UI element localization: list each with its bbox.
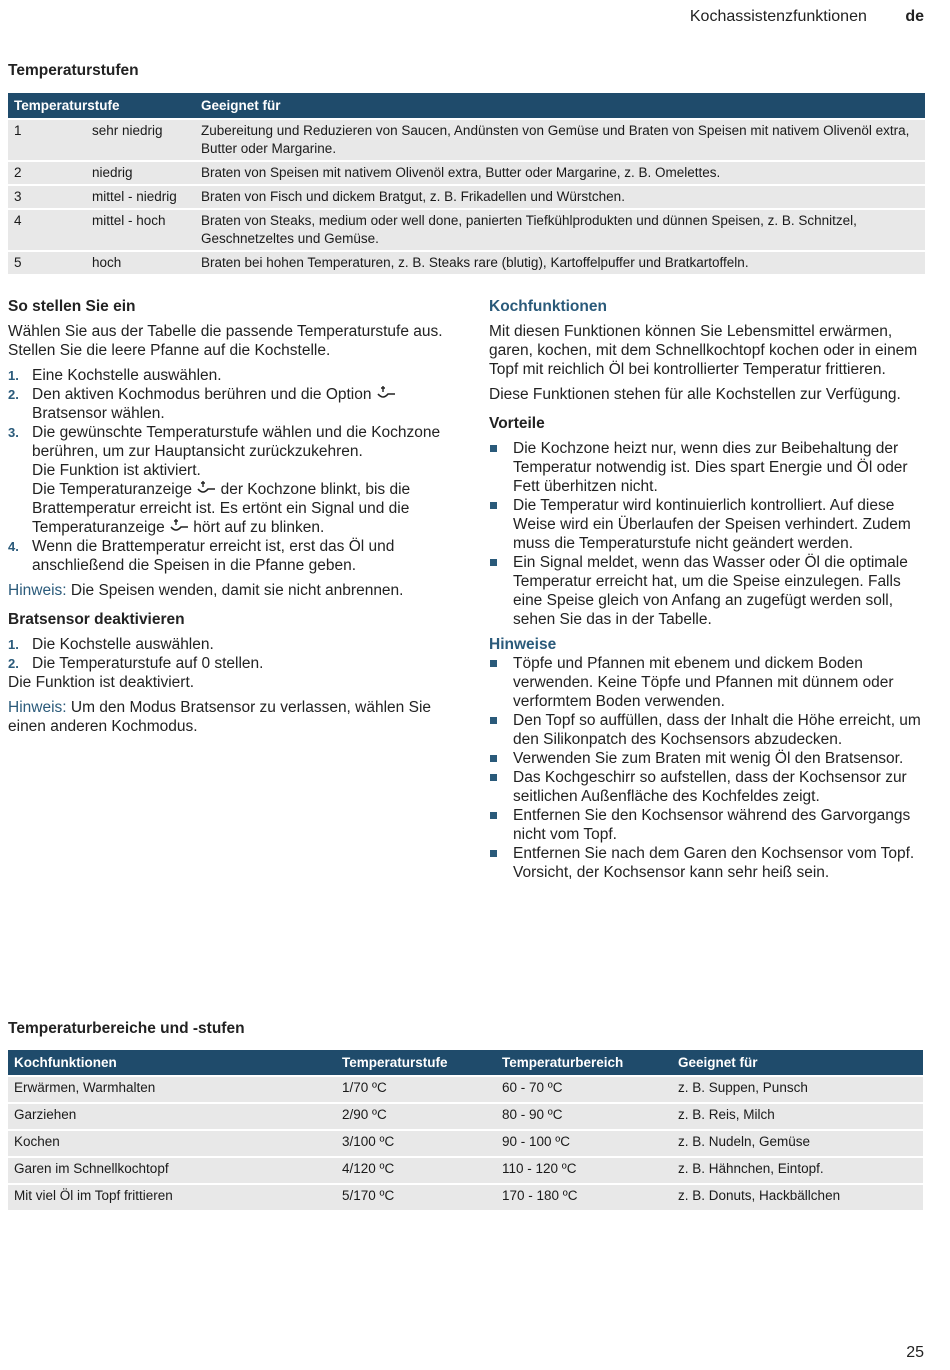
temperature-levels-table [8, 93, 925, 274]
list-item-text: Entfernen Sie nach dem Garen den Kochsensor vom Topf. Vorsicht, der Kochsensor kann sehr heiß sein. [513, 845, 915, 881]
step-text: Wenn die Brattemperatur erreicht ist, erst das Öl und anschließend die Speisen in die Pfanne geben. [32, 538, 395, 574]
table1-body [8, 119, 925, 274]
level-cell: 2 [8, 161, 86, 185]
hints-title: Hinweise [489, 636, 557, 653]
step-number: 2. [8, 656, 19, 671]
table-cell: 4/120 ºC [336, 1157, 496, 1184]
square-bullet-icon [490, 445, 497, 452]
list-item [489, 806, 929, 844]
level-cell: 1 [8, 119, 86, 161]
step-text: Die Temperaturstufe auf 0 stellen. [32, 655, 264, 672]
table-cell: z. B. Suppen, Punsch [672, 1076, 923, 1103]
name-cell: sehr niedrig [86, 119, 195, 161]
table-row [8, 1130, 923, 1157]
left-column [8, 297, 448, 742]
table2-body [8, 1076, 923, 1210]
square-bullet-icon [490, 812, 497, 819]
step-text: Eine Kochstelle auswählen. [32, 367, 222, 384]
table2-head-level: Temperaturstufe [336, 1050, 496, 1076]
table-cell: 5/170 ºC [336, 1184, 496, 1210]
deactivate-steps [8, 635, 448, 673]
use-cell: Braten von Steaks, medium oder well done, panierten Tiefkühlprodukten und dünnen Speisen, z. B. Schnitzel, Geschnetzeltes und Gemüse. [195, 209, 925, 251]
table-row [8, 161, 925, 185]
list-item-text: Verwenden Sie zum Braten mit wenig Öl den Bratsensor. [513, 750, 904, 767]
hints-list [489, 654, 929, 882]
square-bullet-icon [490, 774, 497, 781]
list-item-text: Töpfe und Pfannen mit ebenem und dickem Boden verwenden. Keine Töpfe und Pfannen mit dünnem oder verformtem Boden verwenden. [513, 655, 894, 710]
table-row [8, 209, 925, 251]
table-cell: Garziehen [8, 1103, 336, 1130]
hint-label: Hinweis: [8, 582, 67, 599]
table-cell: 90 - 100 ºC [496, 1130, 672, 1157]
use-cell: Braten von Speisen mit nativem Olivenöl extra, Butter oder Margarine, z. B. Omelettes. [195, 161, 925, 185]
level-cell: 4 [8, 209, 86, 251]
table-cell: z. B. Reis, Milch [672, 1103, 923, 1130]
cooking-functions-p1: Mit diesen Funktionen können Sie Lebensmittel erwärmen, garen, kochen, mit dem Schnellkochtopf kochen oder in einem Topf mit reichlich Öl bei kontrollierter Temperatur frittieren. [489, 323, 918, 378]
table2-head-range: Temperaturbereich [496, 1050, 672, 1076]
cooking-functions-title: Kochfunktionen [489, 298, 607, 315]
use-cell: Braten bei hohen Temperaturen, z. B. Steaks rare (blutig), Kartoffelpuffer und Bratkartoffeln. [195, 251, 925, 274]
deactivate-result: Die Funktion ist deaktiviert. [8, 674, 195, 691]
square-bullet-icon [490, 559, 497, 566]
advantages-list [489, 439, 929, 629]
table-cell: 2/90 ºC [336, 1103, 496, 1130]
table-cell: Garen im Schnellkochtopf [8, 1157, 336, 1184]
table-cell: z. B. Donuts, Hackbällchen [672, 1184, 923, 1210]
temperature-ranges-table [8, 1050, 923, 1210]
step-number: 4. [8, 539, 19, 554]
setup-title: So stellen Sie ein [8, 298, 136, 315]
table-cell: Erwärmen, Warmhalten [8, 1076, 336, 1103]
list-item [489, 439, 929, 496]
table1-head-level: Temperaturstufe [8, 93, 195, 119]
square-bullet-icon [490, 755, 497, 762]
deact-step-1 [8, 635, 448, 654]
table-row [8, 1076, 923, 1103]
table2-head-use: Geeignet für [672, 1050, 923, 1076]
list-item [489, 553, 929, 629]
step-number: 1. [8, 637, 19, 652]
list-item [489, 768, 929, 806]
table1-head-use: Geeignet für [195, 93, 925, 119]
list-item-text: Die Temperatur wird kontinuierlich kontrolliert. Auf diese Weise wird ein Überlaufen der Speisen verhindert. Zudem muss die Temperaturstufe nicht geändert werden. [513, 497, 911, 552]
table-cell: Kochen [8, 1130, 336, 1157]
hint-1 [8, 581, 448, 600]
frying-sensor-icon [376, 385, 396, 401]
list-item-text: Das Kochgeschirr so aufstellen, dass der Kochsensor zur seitlichen Außenfläche des Kochfeldes zeigt. [513, 769, 907, 805]
table-cell: 60 - 70 ºC [496, 1076, 672, 1103]
step-2 [8, 385, 448, 423]
table1-title: Temperaturstufen [8, 62, 139, 79]
step-3 [8, 423, 448, 537]
list-item [489, 711, 929, 749]
deactivate-title: Bratsensor deaktivieren [8, 611, 185, 628]
frying-sensor-icon [196, 480, 216, 496]
list-item [489, 654, 929, 711]
table2-title: Temperaturbereiche und -stufen [8, 1020, 245, 1037]
step-text: Den aktiven Kochmodus berühren und die Option [32, 386, 376, 403]
table-row [8, 1184, 923, 1210]
section-title: Kochassistenzfunktionen [689, 8, 867, 25]
table-row [8, 1103, 923, 1130]
list-item [489, 496, 929, 553]
hint-label: Hinweis: [8, 699, 67, 716]
square-bullet-icon [490, 717, 497, 724]
table-row [8, 1157, 923, 1184]
cooking-functions-p2: Diese Funktionen stehen für alle Kochstellen zur Verfügung. [489, 386, 901, 403]
table-cell: z. B. Hähnchen, Eintopf. [672, 1157, 923, 1184]
table-cell: z. B. Nudeln, Gemüse [672, 1130, 923, 1157]
table-cell: 1/70 ºC [336, 1076, 496, 1103]
list-item [489, 749, 929, 768]
page-number: 25 [906, 1344, 924, 1361]
use-cell: Braten von Fisch und dickem Bratgut, z. B. Frikadellen und Würstchen. [195, 185, 925, 209]
step-text: Die Temperaturanzeige [32, 481, 197, 498]
step-result: Die Funktion ist aktiviert. [32, 462, 201, 479]
hint-text: Die Speisen wenden, damit sie nicht anbrennen. [66, 582, 404, 599]
step-text: hört auf zu blinken. [189, 519, 325, 536]
step-text: der Kochzone blinkt, bis die Brattemperatur erreicht ist. Es ertönt ein Signal und die Temperaturanzeige [32, 481, 411, 536]
use-cell: Zubereitung und Reduzieren von Saucen, Andünsten von Gemüse und Braten von Speisen mit nativem Olivenöl extra, Butter oder Margarine. [195, 119, 925, 161]
name-cell: mittel - hoch [86, 209, 195, 251]
name-cell: mittel - niedrig [86, 185, 195, 209]
table-row [8, 251, 925, 274]
square-bullet-icon [490, 850, 497, 857]
hint-2 [8, 698, 448, 736]
step-number: 3. [8, 425, 19, 440]
table-cell: 170 - 180 ºC [496, 1184, 672, 1210]
table-cell: 80 - 90 ºC [496, 1103, 672, 1130]
list-item [489, 844, 929, 882]
name-cell: niedrig [86, 161, 195, 185]
language-code: de [905, 8, 924, 25]
setup-intro: Wählen Sie aus der Tabelle die passende Temperaturstufe aus. Stellen Sie die leere Pfanne auf die Kochstelle. [8, 323, 443, 359]
table-cell: 3/100 ºC [336, 1130, 496, 1157]
step-number: 1. [8, 368, 19, 383]
table-cell: 110 - 120 ºC [496, 1157, 672, 1184]
step-1 [8, 366, 448, 385]
step-4 [8, 537, 448, 575]
hint-text: Um den Modus Bratsensor zu verlassen, wählen Sie einen anderen Kochmodus. [8, 699, 432, 735]
step-text: Die gewünschte Temperaturstufe wählen und die Kochzone berühren, um zur Hauptansicht zurückzukehren. [32, 424, 441, 460]
step-number: 2. [8, 387, 19, 402]
level-cell: 5 [8, 251, 86, 274]
name-cell: hoch [86, 251, 195, 274]
table-cell: Mit viel Öl im Topf frittieren [8, 1184, 336, 1210]
step-text: Bratsensor wählen. [32, 405, 165, 422]
square-bullet-icon [490, 660, 497, 667]
square-bullet-icon [490, 502, 497, 509]
setup-steps [8, 366, 448, 575]
list-item-text: Entfernen Sie den Kochsensor während des Garvorgangs nicht vom Topf. [513, 807, 911, 843]
page-header [690, 8, 924, 26]
table2-head-function: Kochfunktionen [8, 1050, 336, 1076]
deact-step-2 [8, 654, 448, 673]
table-row [8, 185, 925, 209]
step-text: Die Kochstelle auswählen. [32, 636, 214, 653]
advantages-title: Vorteile [489, 415, 545, 432]
level-cell: 3 [8, 185, 86, 209]
list-item-text: Die Kochzone heizt nur, wenn dies zur Beibehaltung der Temperatur notwendig ist. Dies spart Energie und Öl oder Fett überhitzen nicht. [513, 440, 908, 495]
list-item-text: Den Topf so auffüllen, dass der Inhalt die Höhe erreicht, um den Silikonpatch des Kochsensors abzudecken. [513, 712, 921, 748]
list-item-text: Ein Signal meldet, wenn das Wasser oder Öl die optimale Temperatur erreicht hat, um die Speise einzulegen. Falls eine Speise gleich von Anfang an zugefügt werden soll, sehen Sie das in der Tabelle. [513, 554, 908, 628]
frying-sensor-icon [169, 518, 189, 534]
right-column [489, 297, 929, 888]
table-row [8, 119, 925, 161]
